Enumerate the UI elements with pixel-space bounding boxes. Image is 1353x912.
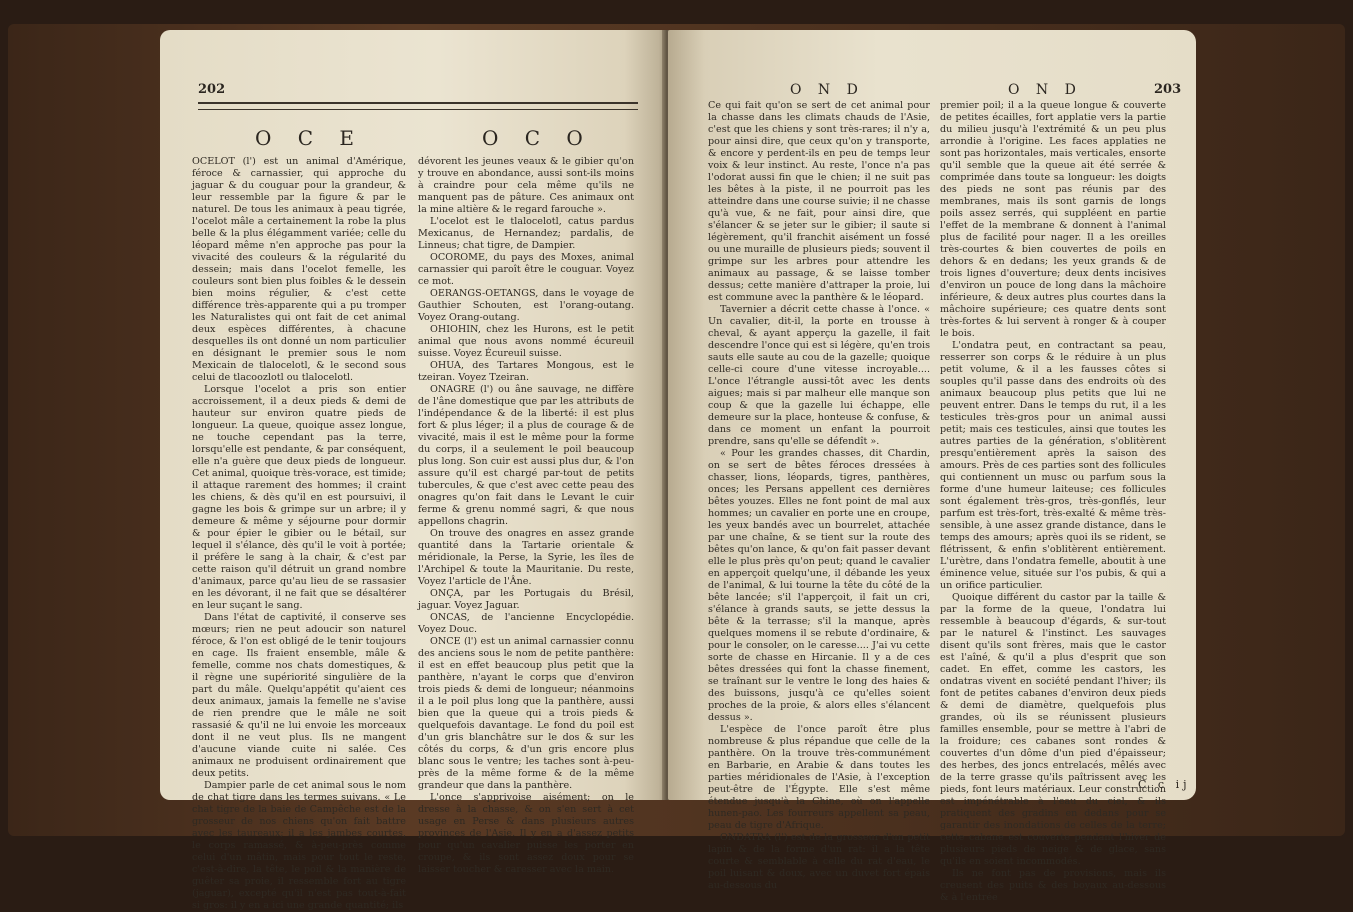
column-head-oco: O C O — [482, 126, 593, 150]
right-page — [668, 30, 1196, 903]
paragraph: ONDATRA (l') est de la grosseur d'un petit lapin & de la forme d'un rat: il a la tête courte & semblable à celle du rat d'eau, le poil luisant & doux, avec un duvet fort épais au-dessous du — [708, 832, 930, 891]
paragraph: Ce qui fait qu'on se sert de cet animal pour la chasse dans les climats chauds de l'Asie, c'est que les chiens y sont très-rares; il n'y a, pour ainsi dire, que ceux qu'on y transporte, & encore y perdent-ils en peu de temps leur voix & leur instinct. Au reste, l'once n'a pas l'odorat aussi fin que le chien; il ne suit pas les bêtes à la piste, il ne pourroit pas les atteindre dans une course suivie; il ne chasse qu'à vue, & ne fait, pour ainsi dire, que s'élancer & se jeter sur le gibier; il saute si légèrement, qu'il franchit aisément un fossé ou une muraille de plusieurs pieds; souvent il grimpe sur les arbres pour attendre les animaux au passage, & se laisse tomber dessus; cette manière d'attraper la proie, lui est commune avec la panthère & le léopard. — [708, 100, 930, 303]
paragraph: OCELOT (l') est un animal d'Amérique, féroce & carnassier, qui approche du jaguar & du couguar pour la grandeur, & leur ressemble par la figure & par le naturel. De tous les animaux à peau tigrée, l'ocelot mâle a certainement la robe la plus belle & la plus élégamment variée; celle du léopard même n'en approche pas pour la vivacité des couleurs & la régularité du dessein; mais dans l'ocelot femelle, les couleurs sont bien plus foibles & le dessein bien moins régulier, & c'est cette différence très-apparente qui a pu tromper les Naturalistes qui ont fait de cet animal deux espèces différentes, à chacune desquelles ils ont donné un nom particulier en désignant le premier sous le nom Mexicain de tlalocelotl, & le second sous celui de tlacoozlotl ou tlalocelotl. — [192, 156, 406, 383]
column-left-2 — [418, 156, 634, 875]
page-number-left: 202 — [198, 82, 226, 97]
paragraph: OERANGS-OETANGS, dans le voyage de Gauthier Schouten, est l'orang-outang. Voyez Orang-outang. — [418, 288, 634, 323]
paragraph: L'espèce de l'once paroît être plus nombreuse & plus répandue que celle de la panthère. On la trouve très-communément en Barbarie, en Arabie & dans toutes les parties méridionales de l'Asie, à l'exception peut-être de l'Égypte. Elle s'est même étendue jusqu'à la Chine, où on l'appelle hunen-pao. Les fourreurs appellent sa peau, peau de tigre d'Afrique. — [708, 724, 930, 831]
paragraph: dévorent les jeunes veaux & le gibier qu'on y trouve en abondance, aussi sont-ils moins à craindre pour cela même qu'ils ne manquent pas de pâture. Ces animaux ont la mine altière & le regard farouche ». — [418, 156, 634, 215]
column-right-1 — [708, 100, 931, 891]
running-head-ond-left: O N D — [790, 82, 864, 98]
paragraph: L'ocelot est le tlalocelotl, catus pardus Mexicanus, de Hernandez; pardalis, de Linneus; chat tigre, de Dampier. — [418, 216, 634, 251]
paragraph: Tavernier a décrit cette chasse à l'once. « Un cavalier, dit-il, la porte en trousse à cheval, & ayant apperçu la gazelle, il fait descendre l'once qui est si légère, qu'en trois sauts elle saute au cou de la gazelle; quoique celle-ci coure d'une vitesse incroyable.... L'once l'étrangle aussi-tôt avec les dents aigues; mais si par malheur elle manque son coup & que la gazelle lui échappe, elle demeure sur la place, honteuse & confuse, & dans ce moment un enfant la pourroit prendre, sans qu'elle se défendît ». — [708, 304, 930, 447]
paragraph: OHIOHIN, chez les Hurons, est le petit animal que nous avons nommé écureuil suisse. Voyez Écureuil suisse. — [418, 324, 634, 359]
paragraph: On trouve des onagres en assez grande quantité dans la Tartarie orientale & méridionale, la Perse, la Syrie, les îles de l'Archipel & toute la Mauritanie. Du reste, Voyez l'article de l'Âne. — [418, 528, 634, 587]
column-left-1 — [192, 156, 406, 911]
paragraph: Quoique différent du castor par la taille & par la forme de la queue, l'ondatra lui ressemble à beaucoup d'égards, & sur-tout par le naturel & l'instinct. Les sauvages disent qu'ils sont frères, mais que le castor est l'aîné, & qu'il a plus d'esprit que son cadet. En effet, comme les castors, les ondatras vivent en société pendant l'hiver; ils font de petites cabanes d'environ deux pieds & demi de diamètre, quelquefois plus grandes, où ils se réunissent plusieurs familles ensemble, pour se mettre à l'abri de la froidure; ces cabanes sont rondes & couvertes d'un dôme d'un pied d'épaisseur; des herbes, des joncs entrelacés, mêlés avec de la terre grasse qu'ils paîtrissent avec les pieds, font leurs matériaux. Leur construction est impénétrable à l'eau du ciel, & ils pratiquent des gradins en dedans pour se garantir des inondations de celles de la terre; cette cabane est couverte pendant l'hiver de plusieurs pieds de neige & de glace, sans qu'ils en soient incommodés. — [940, 592, 1166, 867]
paragraph: premier poil; il a la queue longue & couverte de petites écailles, fort applatie vers la partie du milieu jusqu'à l'extrémité & un peu plus arrondie à l'origine. Les faces applaties ne sont pas horizontales, mais verticales, ensorte qu'il semble que la queue ait été serrée & comprimée dans toute sa longueur: les doigts des pieds ne sont pas réunis par des membranes, mais ils sont garnis de longs poils assez serrés, qui suppléent en partie l'effet de la membrane & donnent à l'animal plus de facilité pour nager. Il a les oreilles très-courtes & bien couvertes de poils en dehors & en dedans; les yeux grands & de trois lignes d'ouverture; deux dents incisives d'environ un pouce de long dans la mâchoire inférieure, & deux autres plus courtes dans la mâchoire supérieure; ces quatre dents sont très-fortes & lui servent à ronger & à couper le bois. — [940, 100, 1166, 339]
paragraph: Ils ne font pas de provisions, mais ils creusent des puits & des boyaux au-dessous & à l'entrée — [940, 868, 1166, 903]
paragraph: Dans l'état de captivité, il conserve ses mœurs; rien ne peut adoucir son naturel féroce, & l'on est obligé de le tenir toujours en cage. Ils fraient ensemble, mâle & femelle, comme nos chats domestiques, & il règne une supériorité singulière de la part du mâle. Quelqu'appétit qu'aient ces deux animaux, jamais la femelle ne s'avise de rien prendre que le mâle ne soit rassasié & qu'il ne lui envoie les morceaux dont il ne veut plus. Ils ne mangent d'aucune viande cuite ni salée. Ces animaux ne produisent ordinairement que deux petits. — [192, 612, 406, 779]
left-page — [160, 30, 665, 911]
paragraph: OHUA, des Tartares Mongous, est le tzeiran. Voyez Tzeiran. — [418, 360, 634, 383]
running-head-ond-right: O N D — [1008, 82, 1082, 98]
paragraph: ONCE (l') est un animal carnassier connu des anciens sous le nom de petite panthère: il est en effet beaucoup plus petit que la panthère, n'ayant le corps que d'environ trois pieds & demi de longueur; néanmoins il a le poil plus long que la panthère, aussi bien que la queue qui a trois pieds & quelquefois davantage. Le fond du poil est d'un gris blanchâtre sur le dos & sur les côtés du corps, & d'un gris encore plus blanc sous le ventre; les taches sont à-peu-près de la même forme & de la même grandeur que dans la panthère. — [418, 636, 634, 791]
header-rule-left — [198, 102, 638, 110]
paragraph: L'ondatra peut, en contractant sa peau, resserrer son corps & le réduire à un plus petit volume, & il a les fausses côtes si souples qu'il passe dans des endroits où des animaux beaucoup plus petits que lui ne peuvent entrer. Dans le temps du rut, il a les testicules très-gros pour un animal aussi petit; mais ces testicules, ainsi que toutes les autres parties de la génération, s'oblitèrent presqu'entièrement après la saison des amours. Près de ces parties sont des follicules qui contiennent un musc ou parfum sous la forme d'une humeur laiteuse; ces follicules sont également très-gros, très-gonflés, leur parfum est très-fort, très-exalté & même très-sensible, à une assez grande distance, dans le temps des amours; après quoi ils se rident, se flétrissent, & enfin s'oblitèrent entièrement. L'urètre, dans l'ondatra femelle, aboutit à une éminence velue, située sur l'os pubis, & qui a un orifice particulier. — [940, 340, 1166, 591]
paragraph: L'once s'apprivoise aisément; on le dresse à la chasse, & on s'en sert à cet usage en Perse & dans plusieurs autres provinces de l'Asie. Il y en a d'assez petits pour qu'un cavalier puisse les porter en croupe, & ils sont assez doux pour se laisser toucher & caresser avec la main. — [418, 792, 634, 875]
paragraph: ONCAS, de l'ancienne Encyclopédie. Voyez Douc. — [418, 612, 634, 635]
paragraph: Lorsque l'ocelot a pris son entier accroissement, il a deux pieds & demi de hauteur sur environ quatre pieds de longueur. La queue, quoique assez longue, ne touche cependant pas la terre, lorsqu'elle est pendante, & par conséquent, elle n'a guère que deux pieds de longueur. Cet animal, quoique très-vorace, est timide; il attaque rarement des hommes; il craint les chiens, & dès qu'il en est poursuivi, il gagne les bois & grimpe sur un arbre; il y demeure & même y séjourne pour dormir & pour épier le gibier ou le bétail, sur lequel il s'élance, dès qu'il le voit à portée; il préfère le sang à la chair, & c'est par cette raison qu'il détruit un grand nombre d'animaux, parce qu'au lieu de se rassasier en les dévorant, il ne fait que se désaltérer en leur suçant le sang. — [192, 384, 406, 611]
paragraph: OCOROME, du pays des Moxes, animal carnassier qui paroît être le couguar. Voyez ce mot. — [418, 252, 634, 287]
page-number-right: 203 — [1154, 82, 1182, 97]
column-head-oce: O C E — [255, 126, 365, 150]
signature-mark: C c ij — [1138, 778, 1191, 791]
paragraph: ONÇA, par les Portugais du Brésil, jaguar. Voyez Jaguar. — [418, 588, 634, 611]
paragraph: Dampier parle de cet animal sous le nom de chat tigre dans les termes suivans. « Le chat tigre de la baie de Campêche est de la grosseur de nos chiens qu'on fait battre avec les taureaux; il a les jambes courtes, le corps ramassé, & à-peu-près comme celui d'un mâtin, mais pour tout le reste, c'est-à-dire, la tête, le poil & la manière de guêter sa proie, il ressemble fort au tigre (jaguar), excepté qu'il n'est pas tout-à-fait si gros: il y en a ici une grande quantité; ils — [192, 780, 406, 911]
paragraph: « Pour les grandes chasses, dit Chardin, on se sert de bêtes féroces dressées à chasser, lions, léopards, tigres, panthères, onces; les Persans appellent ces dernières bêtes youzes. Elles ne font point de mal aux hommes; un cavalier en porte une en croupe, les yeux bandés avec un bourrelet, attachée par une chaîne, & se tient sur la route des bêtes qu'on lance, & qu'on fait passer devant elle le plus près qu'on peut; quand le cavalier en apperçoit quelqu'une, il débande les yeux de l'animal, & lui tourne la tête du côté de la bête lancée; s'il l'apperçoit, il fait un cri, s'élance à grands sauts, se jette dessus la bête & la terrasse; s'il la manque, après quelques momens il se rebute d'ordinaire, & pour le consoler, on le caresse.... J'ai vu cette sorte de chasse en Hircanie. Il y a de ces bêtes dressées qui font la chasse finement, se traînant sur le ventre le long des haies & des buissons, jusqu'à ce qu'elles soient proches de la proie, & alors elles s'élancent dessus ». — [708, 448, 931, 723]
paragraph: ONAGRE (l') ou âne sauvage, ne diffère de l'âne domestique que par les attributs de l'indépendance & de la liberté: il est plus fort & plus léger; il a plus de courage & de vivacité, mais il est le même pour la forme du corps, il a seulement le poil beaucoup plus long. Son cuir est aussi plus dur, & l'on assure qu'il est chargé par-tout de petits tubercules, & que c'est avec cette peau des onagres qu'on fait dans le Levant le cuir ferme & grenu nommé sagri, & que nous appellons chagrin. — [418, 384, 634, 527]
